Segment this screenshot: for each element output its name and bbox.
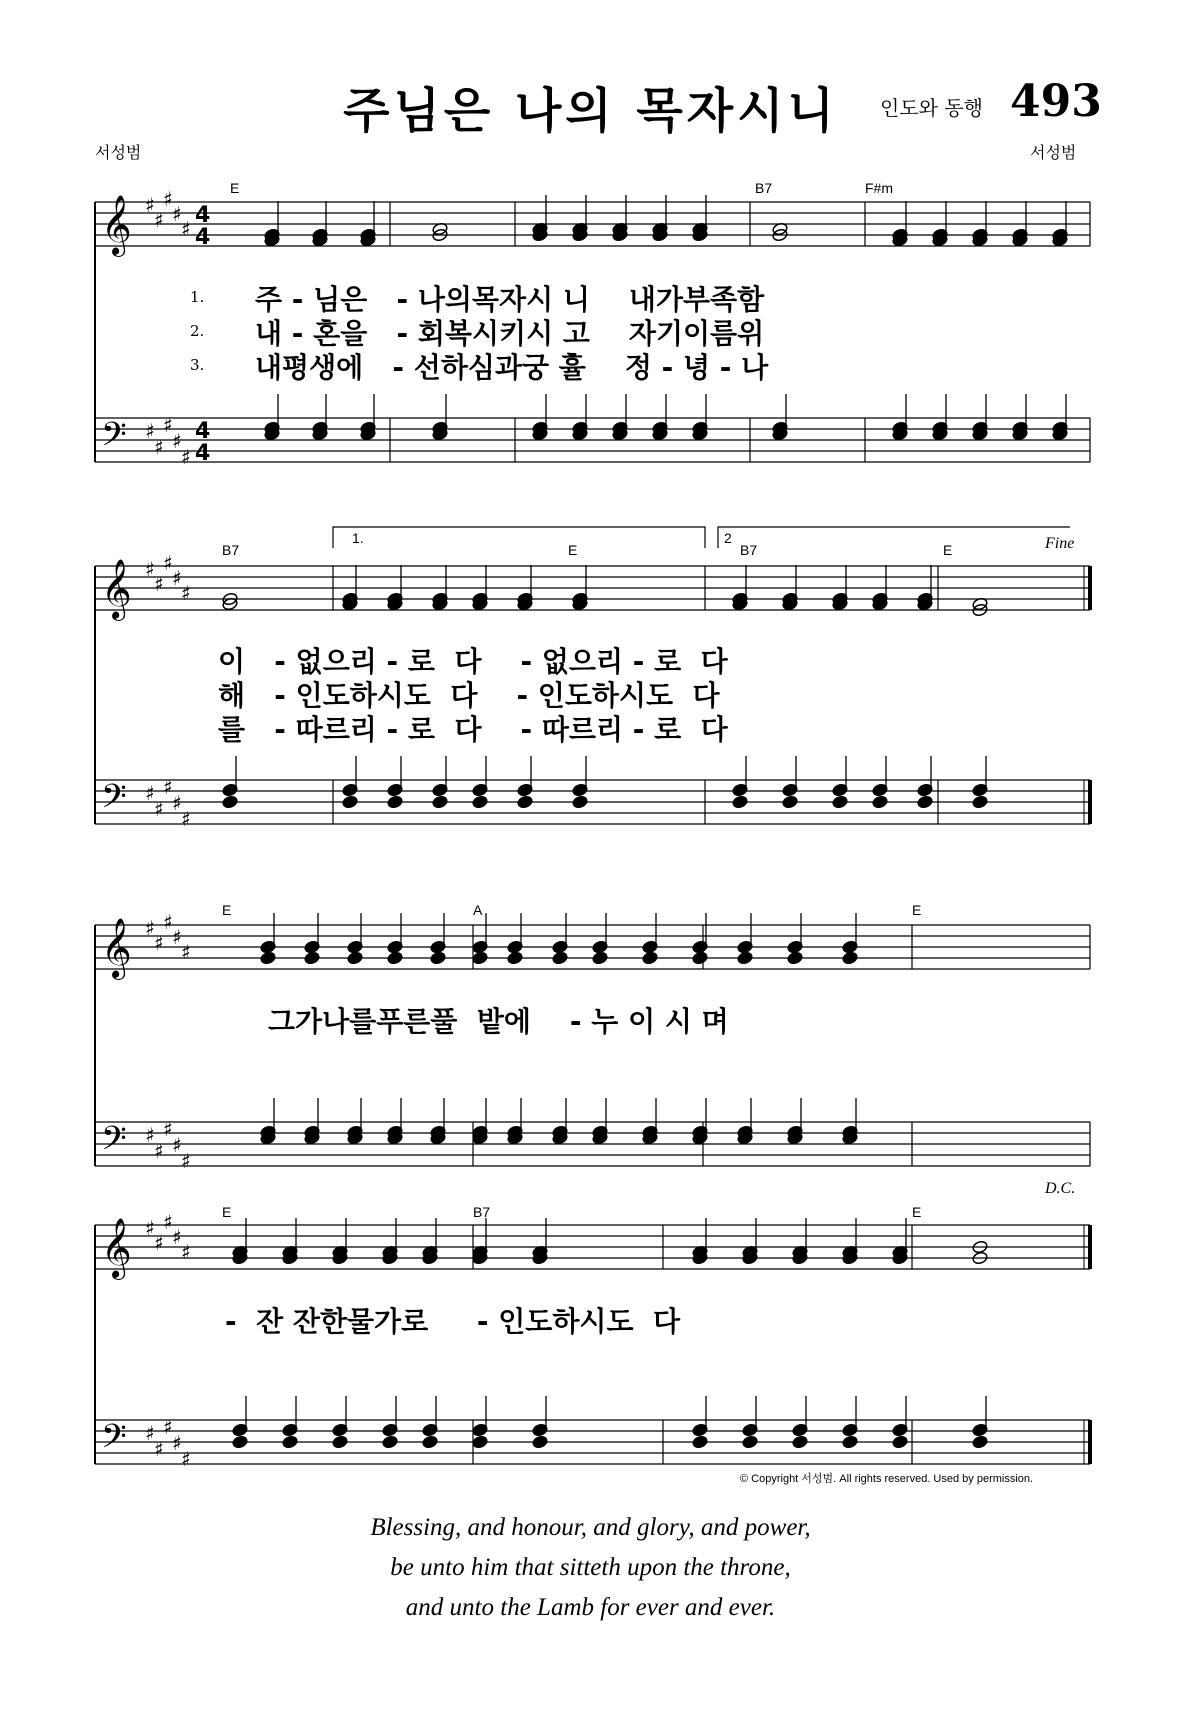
composer-credit: 서성범 bbox=[1030, 143, 1077, 162]
sharp-sign: ♯ bbox=[181, 807, 191, 831]
notehead bbox=[382, 1435, 399, 1449]
notehead bbox=[517, 795, 534, 809]
notehead bbox=[387, 951, 404, 965]
sharp-sign: ♯ bbox=[145, 419, 155, 443]
sharp-sign: ♯ bbox=[181, 1240, 191, 1264]
treble-clef: 𝄞 bbox=[101, 559, 132, 619]
sharp-sign: ♯ bbox=[163, 1210, 173, 1234]
notehead bbox=[892, 1435, 909, 1449]
lyric-line: 내평생에 - 선하심과궁 휼 정 - 녕 - 나 bbox=[255, 351, 769, 384]
notehead bbox=[692, 951, 709, 965]
sharp-sign: ♯ bbox=[163, 1117, 173, 1141]
notehead bbox=[347, 951, 364, 965]
notehead bbox=[642, 951, 659, 965]
sharp-sign: ♯ bbox=[154, 797, 164, 821]
notehead bbox=[972, 1435, 989, 1449]
notehead bbox=[532, 1435, 549, 1449]
lyric-line: 이 - 없으리 - 로 다 - 없으리 - 로 다 bbox=[218, 645, 728, 678]
first-ending-label: 1. bbox=[352, 530, 364, 546]
sharp-sign: ♯ bbox=[145, 1421, 155, 1445]
sharp-sign: ♯ bbox=[181, 940, 191, 964]
notehead bbox=[232, 1435, 249, 1449]
sharp-sign: ♯ bbox=[163, 1415, 173, 1439]
notehead bbox=[872, 795, 889, 809]
sharp-sign: ♯ bbox=[172, 429, 182, 453]
notehead bbox=[430, 951, 447, 965]
sharp-sign: ♯ bbox=[154, 435, 164, 459]
time-signature: 4 bbox=[195, 225, 211, 250]
bass-clef: 𝄢 bbox=[101, 778, 127, 824]
notehead bbox=[422, 1435, 439, 1449]
sharp-sign: ♯ bbox=[181, 1149, 191, 1173]
notehead bbox=[552, 951, 569, 965]
treble-clef: 𝄞 bbox=[101, 195, 132, 255]
chord-symbol: B7 bbox=[755, 180, 773, 196]
notehead bbox=[832, 795, 849, 809]
time-signature: 4 bbox=[195, 203, 211, 228]
time-signature: 4 bbox=[195, 419, 211, 444]
notehead bbox=[472, 951, 489, 965]
sharp-sign: ♯ bbox=[145, 916, 155, 940]
lyric-line: 주 - 님은 - 나의목자시 니 내가부족함 bbox=[255, 283, 765, 316]
notehead bbox=[692, 1435, 709, 1449]
sharp-sign: ♯ bbox=[172, 925, 182, 949]
sharp-sign: ♯ bbox=[172, 566, 182, 590]
notehead bbox=[260, 951, 277, 965]
chord-symbol: E bbox=[912, 1204, 922, 1220]
chord-symbol: E bbox=[568, 542, 578, 558]
hymn-title: 주님은 나의 목자시니 bbox=[343, 83, 838, 139]
notehead bbox=[332, 1435, 349, 1449]
chord-symbol: B7 bbox=[222, 542, 240, 558]
notehead bbox=[782, 795, 799, 809]
notehead bbox=[342, 795, 359, 809]
fine-marking: Fine bbox=[1045, 535, 1075, 552]
verse-number: 2. bbox=[190, 322, 205, 340]
lyric-line: 해 - 인도하시도 다 - 인도하시도 다 bbox=[218, 679, 720, 712]
time-signature: 4 bbox=[195, 441, 211, 466]
second-ending-bracket bbox=[718, 527, 1070, 548]
scripture-line: and unto the Lamb for ever and ever. bbox=[405, 1594, 776, 1621]
notehead bbox=[592, 951, 609, 965]
notehead bbox=[387, 795, 404, 809]
sharp-sign: ♯ bbox=[181, 445, 191, 469]
hymn-number: 493 bbox=[1010, 76, 1102, 127]
notehead bbox=[737, 951, 754, 965]
hymn-category: 인도와 동행 bbox=[880, 96, 983, 120]
lyric-line: 내 - 혼을 - 회복시키시 고 자기이름위 bbox=[255, 317, 765, 350]
notehead bbox=[787, 951, 804, 965]
notehead bbox=[472, 795, 489, 809]
chord-symbol: E bbox=[222, 902, 232, 918]
chord-symbol: E bbox=[943, 542, 953, 558]
notehead bbox=[842, 1435, 859, 1449]
lyric-line: 를 - 따르리 - 로 다 - 따르리 - 로 다 bbox=[218, 713, 728, 746]
sharp-sign: ♯ bbox=[172, 1431, 182, 1455]
copyright-notice: © Copyright 서성범. All rights reserved. Used by permission. bbox=[740, 1473, 1034, 1485]
treble-clef: 𝄞 bbox=[101, 1218, 132, 1278]
dc-marking: D.C. bbox=[1045, 1180, 1076, 1197]
sharp-sign: ♯ bbox=[172, 202, 182, 226]
sharp-sign: ♯ bbox=[163, 551, 173, 575]
notehead bbox=[732, 795, 749, 809]
sharp-sign: ♯ bbox=[163, 775, 173, 799]
sharp-sign: ♯ bbox=[181, 217, 191, 241]
sharp-sign: ♯ bbox=[145, 193, 155, 217]
bass-clef: 𝄢 bbox=[101, 1418, 127, 1464]
chord-symbol: A bbox=[473, 902, 483, 918]
sharp-sign: ♯ bbox=[154, 1231, 164, 1255]
chord-symbol: F#m bbox=[865, 180, 893, 196]
chord-symbol: E bbox=[230, 180, 240, 196]
chord-symbol: B7 bbox=[473, 1204, 491, 1220]
notehead bbox=[222, 795, 239, 809]
sharp-sign: ♯ bbox=[163, 187, 173, 211]
sharp-sign: ♯ bbox=[154, 1139, 164, 1163]
notehead bbox=[742, 1435, 759, 1449]
sharp-sign: ♯ bbox=[181, 1447, 191, 1471]
chord-symbol: E bbox=[222, 1204, 232, 1220]
notehead bbox=[917, 795, 934, 809]
lyric-line: - 잔 잔한물가로 - 인도하시도 다 bbox=[225, 1305, 681, 1338]
sharp-sign: ♯ bbox=[145, 1216, 155, 1240]
sharp-sign: ♯ bbox=[154, 208, 164, 232]
sharp-sign: ♯ bbox=[154, 1437, 164, 1461]
notehead bbox=[972, 795, 989, 809]
sharp-sign: ♯ bbox=[172, 1225, 182, 1249]
lyric-line: 그가나를푸른풀 밭에 - 누 이 시 며 bbox=[268, 1005, 729, 1038]
chord-symbol: E bbox=[912, 902, 922, 918]
first-ending-bracket bbox=[333, 527, 705, 548]
sharp-sign: ♯ bbox=[163, 910, 173, 934]
scripture-line: be unto him that sitteth upon the throne, bbox=[390, 1554, 791, 1581]
notehead bbox=[507, 951, 524, 965]
sharp-sign: ♯ bbox=[172, 791, 182, 815]
verse-number: 3. bbox=[190, 356, 205, 374]
sharp-sign: ♯ bbox=[154, 572, 164, 596]
chord-symbol: B7 bbox=[740, 542, 758, 558]
treble-clef: 𝄞 bbox=[101, 918, 132, 978]
notehead bbox=[792, 1435, 809, 1449]
verse-number: 1. bbox=[190, 288, 205, 306]
sharp-sign: ♯ bbox=[145, 781, 155, 805]
lyricist-credit: 서성범 bbox=[95, 143, 142, 162]
notehead bbox=[472, 1435, 489, 1449]
notehead bbox=[432, 795, 449, 809]
notehead bbox=[572, 795, 589, 809]
bass-clef: 𝄢 bbox=[101, 1120, 127, 1166]
sharp-sign: ♯ bbox=[163, 413, 173, 437]
notehead bbox=[304, 951, 321, 965]
second-ending-label: 2 bbox=[724, 530, 732, 546]
sharp-sign: ♯ bbox=[181, 581, 191, 605]
scripture-line: Blessing, and honour, and glory, and power, bbox=[370, 1514, 811, 1541]
sharp-sign: ♯ bbox=[172, 1133, 182, 1157]
notehead bbox=[842, 951, 859, 965]
sharp-sign: ♯ bbox=[145, 557, 155, 581]
sharp-sign: ♯ bbox=[145, 1123, 155, 1147]
notehead bbox=[282, 1435, 299, 1449]
sharp-sign: ♯ bbox=[154, 931, 164, 955]
bass-clef: 𝄢 bbox=[101, 416, 127, 462]
